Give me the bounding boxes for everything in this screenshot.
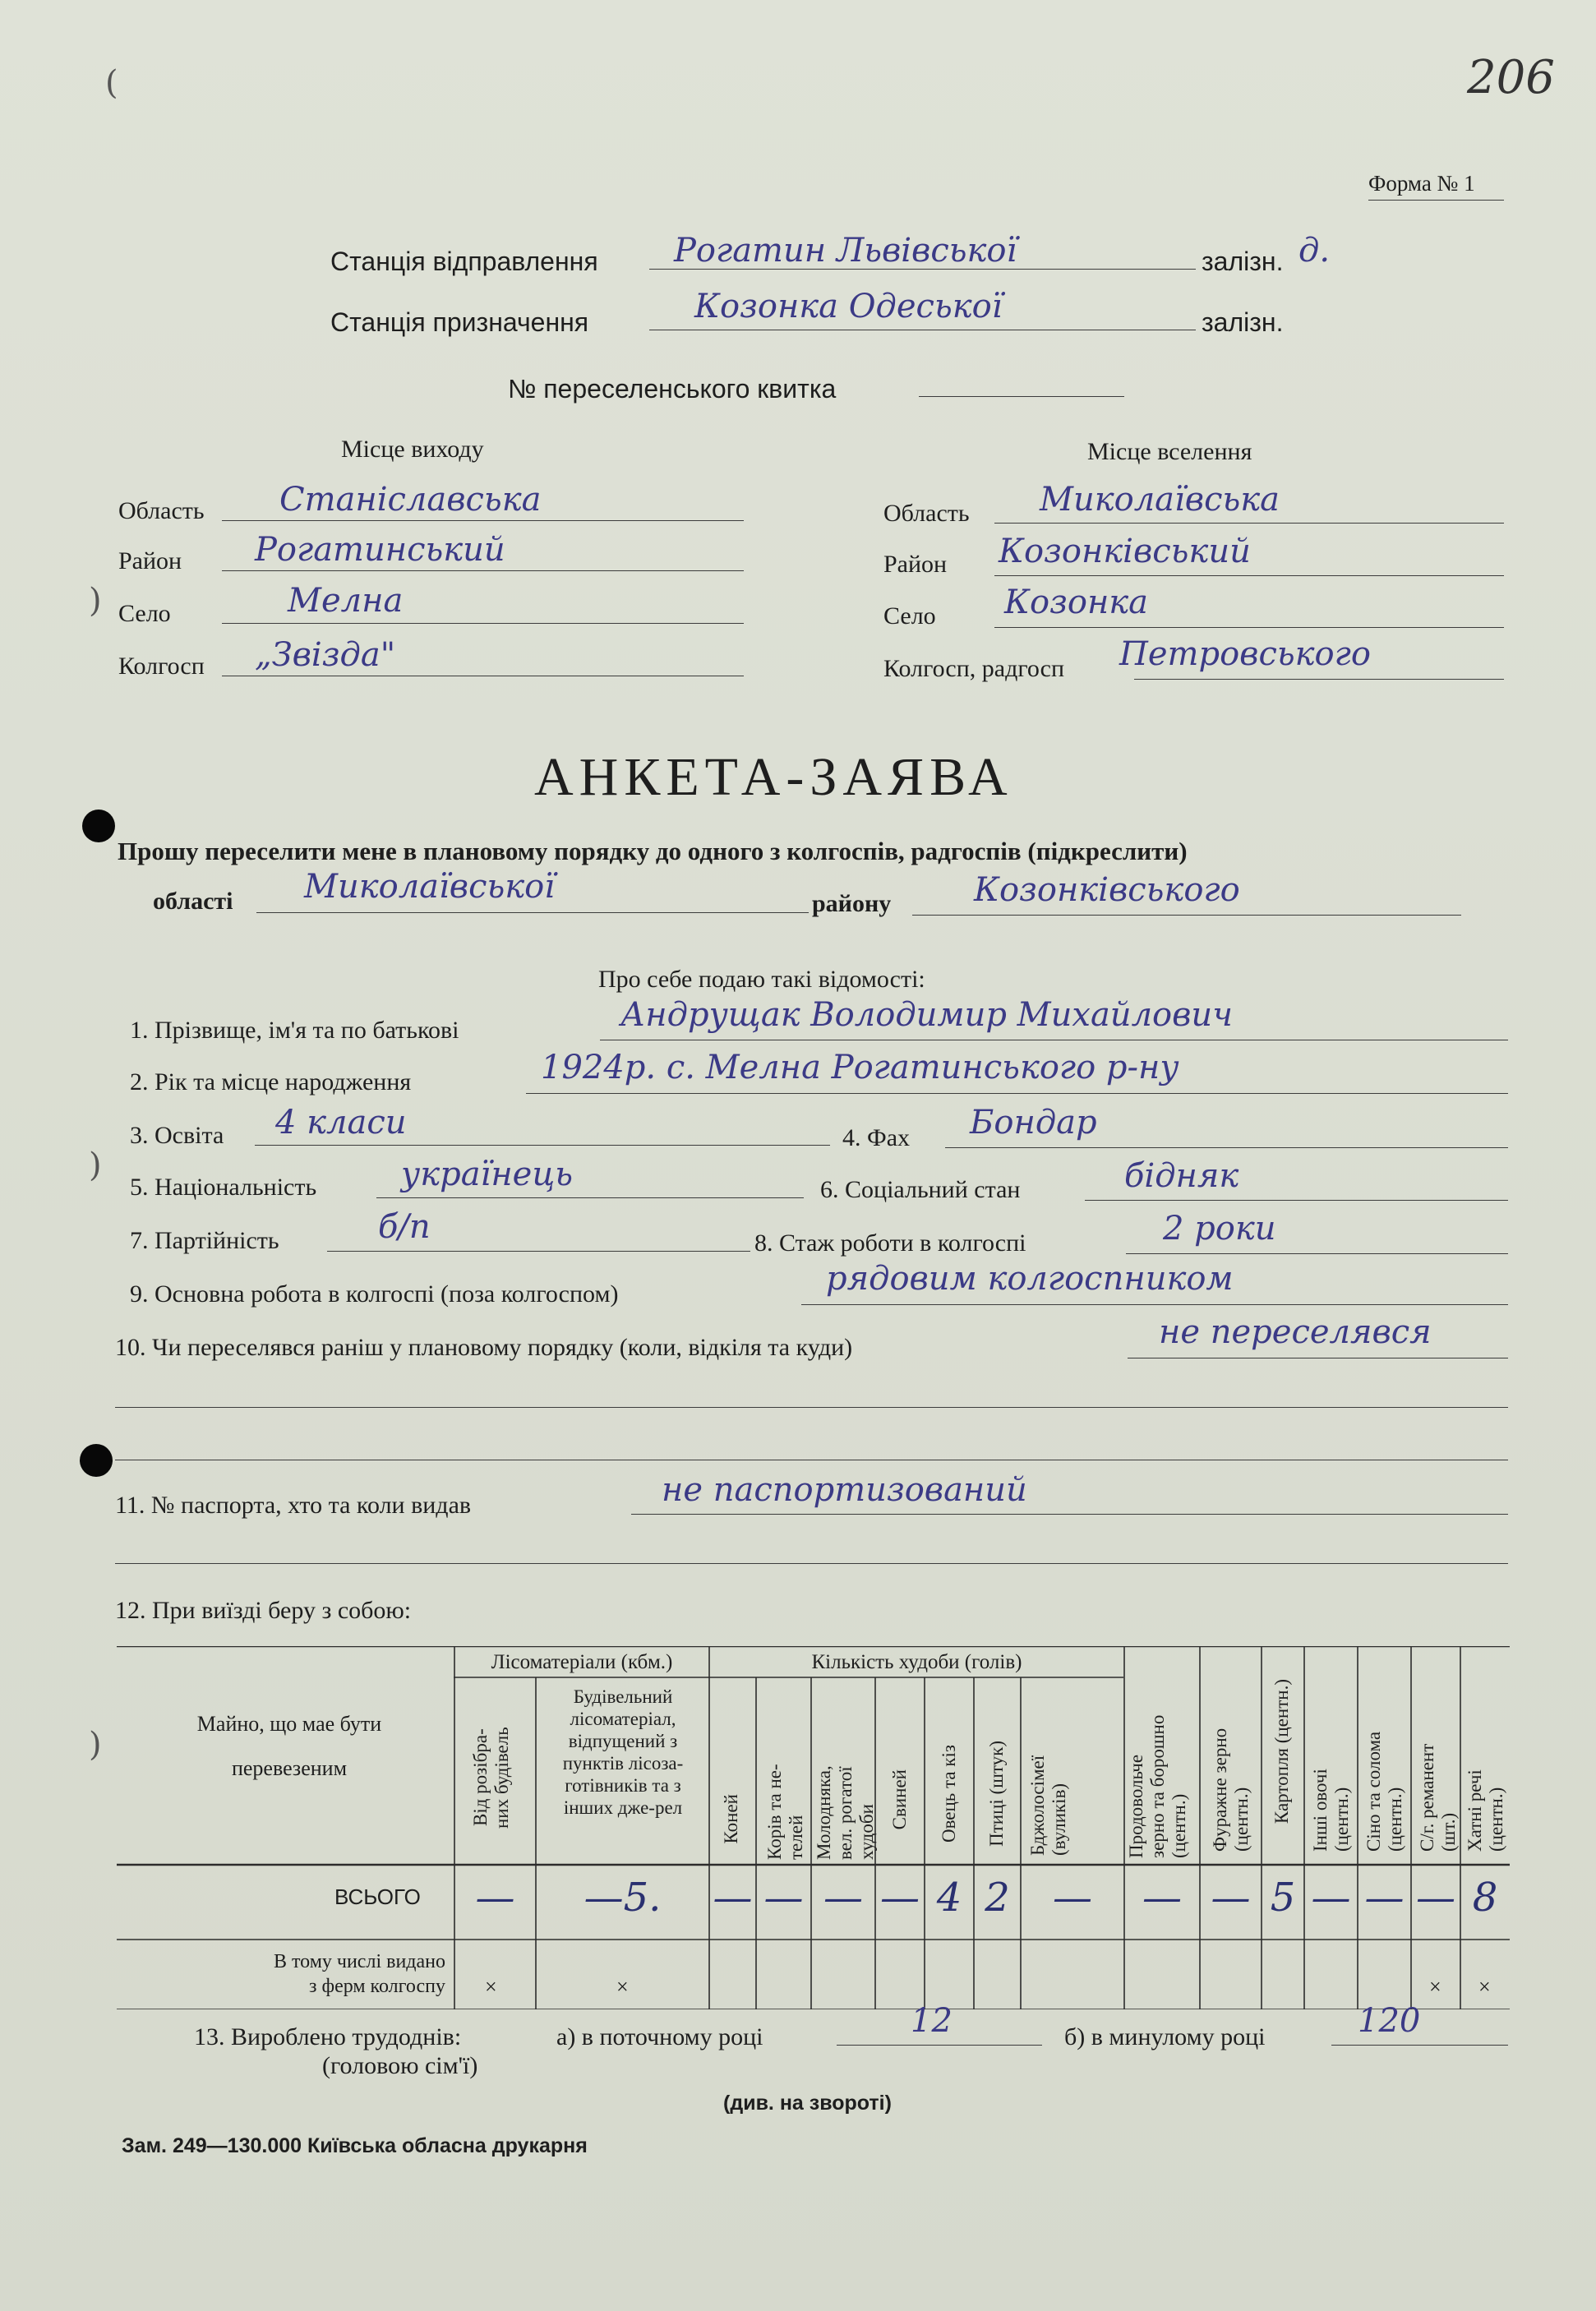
- col-young-cattle: Молодняка, вел. рогатої худоби: [814, 1765, 877, 1860]
- field-12-label: 12. При виїзді беру з собою:: [115, 1597, 412, 1624]
- field-1-label: 1. Прізвище, ім'я та по батькові: [130, 1017, 459, 1044]
- origin-title: Місце виходу: [341, 436, 484, 463]
- total-horses: —: [713, 1875, 753, 1921]
- field-6-label: 6. Соціальний стан: [820, 1176, 1021, 1203]
- destination-kolhosp-value: Петровського: [1119, 635, 1371, 673]
- total-tools: —: [1416, 1875, 1455, 1921]
- total-potato: 5: [1270, 1875, 1296, 1921]
- workdays-previous-value: 120: [1358, 2002, 1421, 2040]
- field-11-label: 11. № паспорта, хто та коли видав: [115, 1492, 472, 1519]
- field-10-label: 10. Чи переселявся раніш у плановому порядку (коли, відкіля та куди): [115, 1334, 853, 1361]
- table-corner-line2: перевезеним: [231, 1756, 348, 1780]
- header-cattle-group: Кількість худоби (голів): [811, 1651, 1022, 1673]
- field-2-value: 1924р. с. Мелна Рогатинського р-ну: [541, 1049, 1179, 1086]
- total-cows: —: [763, 1875, 804, 1921]
- table-corner-line1: Майно, що мае бути: [196, 1712, 382, 1736]
- request-raion-label: району: [812, 890, 892, 917]
- origin-selo-value: Мелна: [288, 582, 404, 620]
- origin-kolhosp-label: Колгосп: [118, 653, 205, 680]
- field-3-value: 4 класи: [275, 1104, 407, 1142]
- workdays-sub: (головою сім'ї): [322, 2052, 478, 2079]
- info-header: Про себе подаю такі відомості:: [598, 966, 925, 993]
- field-7-value: б/п: [378, 1208, 431, 1246]
- binding-mark: (: [105, 64, 118, 102]
- field-3-label: 3. Освіта: [130, 1122, 224, 1149]
- punch-hole: [82, 810, 115, 842]
- total-dismantled: —: [475, 1875, 515, 1921]
- col-household: Хатні речі (центн.): [1465, 1769, 1506, 1852]
- destination-selo-value: Козонка: [1004, 584, 1149, 621]
- field-5-value: українець: [401, 1156, 574, 1193]
- departure-station-value: Рогатин Львівської: [674, 232, 1017, 270]
- destination-selo-label: Село: [883, 602, 936, 630]
- document-title: АНКЕТА-ЗАЯВА: [534, 747, 1013, 807]
- field-6-value: бідняк: [1124, 1157, 1239, 1195]
- railway-label: залізн.: [1202, 247, 1284, 276]
- request-oblast-value: Миколаївської: [304, 868, 556, 906]
- header-timber-group: Лісоматеріали (кбм.): [491, 1651, 673, 1673]
- railway-label-2: залізн.: [1202, 307, 1284, 337]
- archive-page-number: 206: [1467, 51, 1555, 104]
- destination-oblast-value: Миколаївська: [1040, 481, 1280, 519]
- field-11-value: не паспортизований: [662, 1471, 1027, 1509]
- destination-kolhosp-label: Колгосп, радгосп: [883, 655, 1065, 682]
- field-9-label: 9. Основна робота в колгоспі (поза колгоспом): [130, 1280, 619, 1308]
- cross-mark: ×: [1429, 1975, 1441, 1999]
- field-8-value: 2 роки: [1163, 1210, 1276, 1248]
- col-birds: Птиці (штук): [986, 1741, 1007, 1847]
- total-food: —: [1142, 1875, 1182, 1921]
- col-horses: Коней: [721, 1794, 741, 1844]
- request-text: Прошу переселити мене в плановому порядку до одного з колгоспів, радгоспів (підкреслити): [118, 837, 1188, 865]
- total-household: 8: [1472, 1875, 1498, 1921]
- field-5-label: 5. Національність: [130, 1174, 317, 1201]
- destination-title: Місце вселення: [1087, 438, 1252, 465]
- binding-mark: ): [89, 582, 102, 620]
- cross-mark: ×: [485, 1975, 497, 1999]
- field-7-label: 7. Партійність: [130, 1227, 279, 1254]
- total-hay: —: [1364, 1875, 1405, 1921]
- field-4-label: 4. Фах: [842, 1124, 911, 1151]
- property-table: [117, 1646, 1510, 2009]
- punch-hole: [80, 1444, 113, 1477]
- col-fodder-grain: Фуражне зерно (центн.): [1210, 1727, 1252, 1852]
- destination-oblast-label: Область: [883, 500, 970, 527]
- col-pigs: Свиней: [889, 1769, 910, 1830]
- origin-raion-value: Рогатинський: [255, 531, 505, 569]
- row-total-label: ВСЬОГО: [334, 1884, 421, 1909]
- row-issued-line1: В тому числі видано: [273, 1951, 445, 1972]
- workdays-current-value: 12: [911, 2002, 953, 2040]
- origin-oblast-label: Область: [118, 497, 205, 524]
- total-fodder: —: [1211, 1875, 1251, 1921]
- request-oblast-label: області: [153, 888, 233, 915]
- origin-selo-label: Село: [118, 600, 171, 627]
- row-issued-line2: з ферм колгоспу: [309, 1976, 445, 1997]
- form-number: Форма № 1: [1368, 171, 1475, 196]
- total-veg: —: [1311, 1875, 1351, 1921]
- col-other-veg: Інші овочі (центн.): [1310, 1769, 1352, 1852]
- workdays-previous-label: б) в минулому році: [1064, 2023, 1266, 2050]
- field-10-value: не переселявся: [1159, 1313, 1432, 1351]
- binding-mark: ): [89, 1146, 102, 1184]
- total-building: —5.: [584, 1875, 662, 1921]
- field-9-value: рядовим колгоспником: [826, 1260, 1234, 1298]
- col-food-grain: Продовольче зерно та борошно (центн.): [1126, 1714, 1189, 1858]
- total-birds: 2: [985, 1875, 1010, 1921]
- origin-raion-label: Район: [118, 547, 182, 574]
- total-bees: —: [1053, 1875, 1092, 1921]
- request-raion-value: Козонківського: [974, 871, 1240, 909]
- destination-raion-label: Район: [883, 551, 948, 578]
- departure-station-label: Станція відправлення: [330, 247, 598, 276]
- origin-kolhosp-value: „Звізда": [255, 636, 396, 674]
- total-sheep: 4: [936, 1875, 962, 1921]
- destination-raion-value: Козонківський: [999, 533, 1251, 570]
- destination-station-value: Козонка Одеської: [694, 288, 1003, 325]
- col-sheep: Овець та кіз: [939, 1745, 959, 1843]
- field-1-value: Андрущак Володимир Михайлович: [620, 996, 1234, 1034]
- col-dismantled: Від розібра- них будівель: [470, 1727, 512, 1829]
- field-2-label: 2. Рік та місце народження: [130, 1068, 412, 1096]
- total-pigs: —: [880, 1875, 920, 1921]
- binding-mark: ): [89, 1726, 102, 1764]
- col-building-timber: Будівельний лісоматеріал, відпущений з пунктів лісоза-готівників та з інших дже-рел: [562, 1686, 684, 1818]
- total-young: —: [823, 1875, 863, 1921]
- col-tools: С/г. реманент (шт.): [1417, 1743, 1459, 1852]
- col-bees: Бджолосімеї (вуликів): [1027, 1755, 1069, 1856]
- workdays-label: 13. Вироблено трудоднів:: [194, 2023, 462, 2050]
- ticket-label: № переселенського квитка: [508, 374, 837, 404]
- printer-footer: Зам. 249—130.000 Київська обласна друкарня: [122, 2134, 588, 2157]
- cross-mark: ×: [1478, 1975, 1491, 1999]
- field-8-label: 8. Стаж роботи в колгоспі: [754, 1229, 1026, 1257]
- col-potato: Картопля (центн.): [1271, 1679, 1292, 1824]
- destination-station-label: Станція призначення: [330, 307, 589, 337]
- col-cows: Корів та не- телей: [764, 1764, 806, 1860]
- cross-mark: ×: [616, 1975, 629, 1999]
- col-hay: Сіно та солома (центн.): [1363, 1731, 1405, 1852]
- departure-railway-value: д.: [1298, 232, 1331, 270]
- workdays-current-label: а) в поточному році: [556, 2023, 763, 2050]
- origin-oblast-value: Станіславська: [279, 481, 542, 519]
- field-4-value: Бондар: [970, 1104, 1097, 1142]
- see-reverse-note: (див. на звороті): [723, 2092, 892, 2115]
